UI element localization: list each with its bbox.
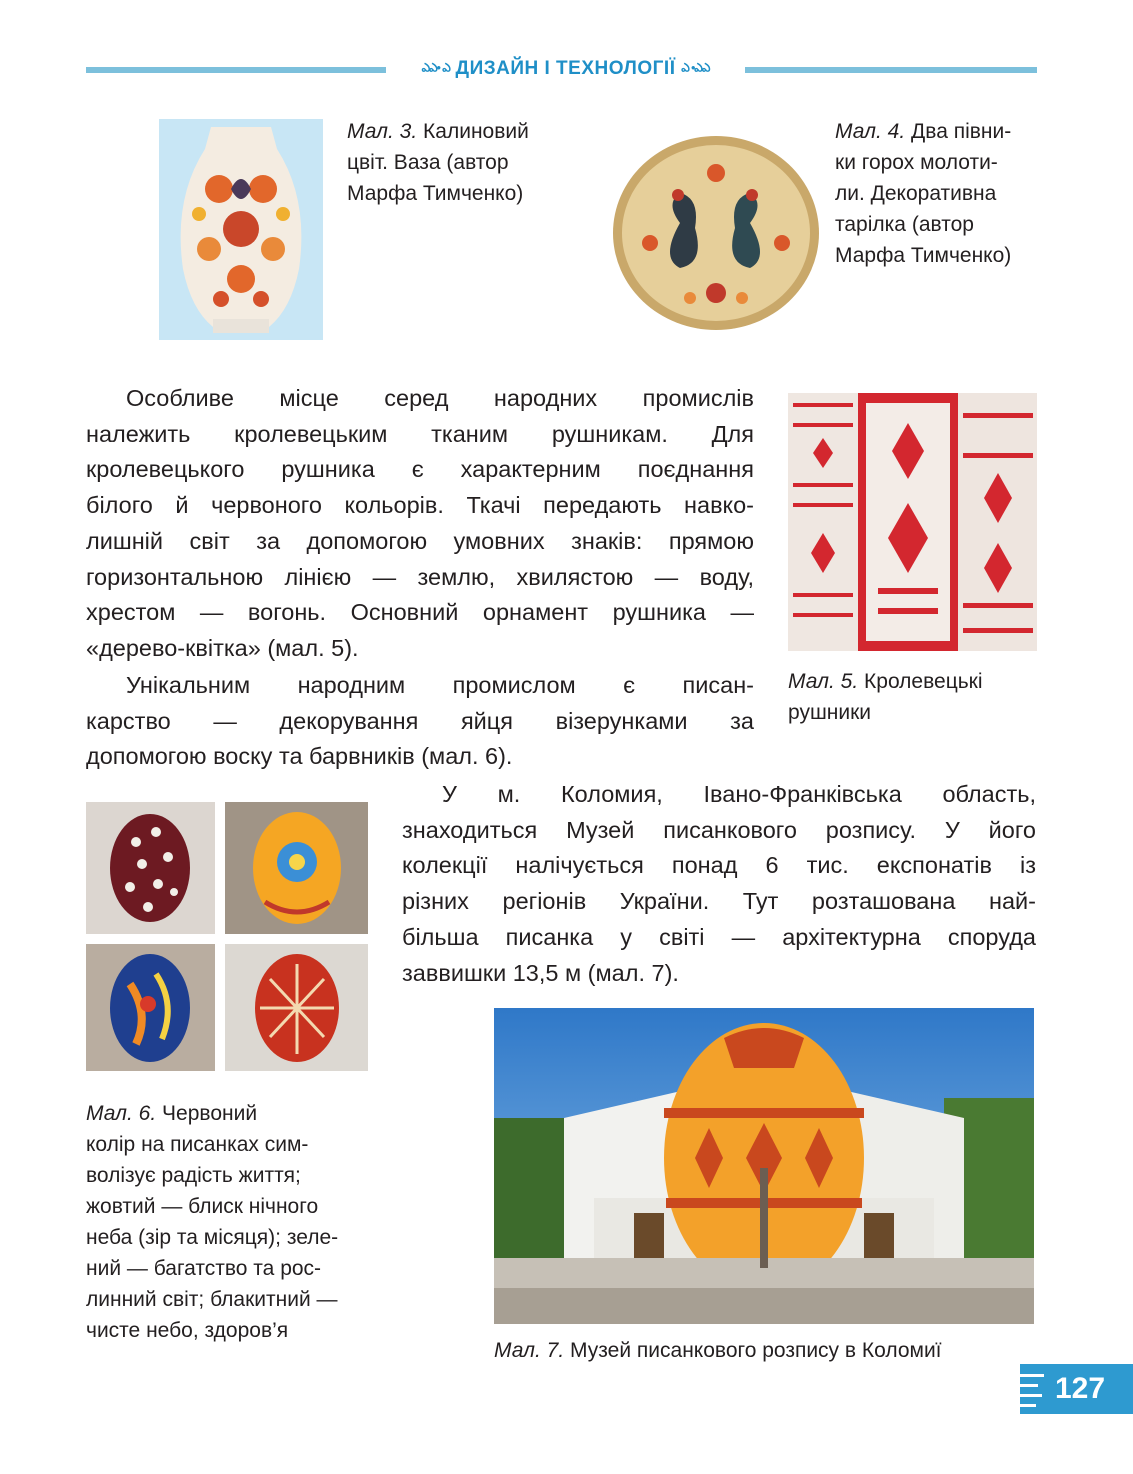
tab-stripe [1020,1394,1042,1397]
egg-photo-blue-patterned [86,944,215,1071]
caption-line: колір на писанках сим- [86,1133,309,1156]
text-line: «дерево-квітка» (мал. 5). [86,634,359,661]
caption-line: Марфа Тимченко) [835,244,1012,267]
caption-line: Кролевецькі [864,670,983,693]
figure-7-caption [494,1335,1054,1366]
figure-5-label: Мал. 5. [788,670,859,693]
figure-7-label: Мал. 7. [494,1339,565,1362]
text-line: різних регіонів України. Тут розташована най- [402,888,1036,915]
text-line: Унікальним народним промислом є писан- [126,672,754,698]
caption-line: Калиновий [423,120,529,143]
figure-6-caption [86,1098,386,1346]
header-rule-right [745,67,1037,73]
text-line: колекції налічується понад 6 тис. експонатів із [402,852,1036,879]
decorative-plate-image [610,133,822,333]
paragraph-towels [86,381,754,667]
text-line: кролевецького рушника є характерним поєднання [86,456,754,483]
caption-line: ний — багатство та рос- [86,1257,322,1280]
towels-image [788,393,1037,651]
figure-3-caption [347,116,577,209]
caption-line: неба (зір та місяця); зеле- [86,1226,339,1249]
page-number: 127 [1054,1372,1106,1405]
vase-image [159,119,323,340]
caption-text: Музей писанкового розпису в Коломиї [570,1339,942,1362]
paragraph-pysanka [86,668,754,775]
caption-line: Два півни- [911,120,1012,143]
figure-4-caption [835,116,1055,271]
caption-line: линний світ; блакитний — [86,1288,338,1311]
caption-line: волізує радість життя; [86,1164,301,1187]
text-line: білого й червоного кольорів. Ткачі передають навко- [86,492,754,519]
caption-line: жовтий — блиск нічного [86,1195,319,1218]
header-ornament-left-icon: ఎఎ• ఎ [421,60,450,75]
figure-6-label: Мал. 6. [86,1102,157,1125]
figure-4-label: Мал. 4. [835,120,906,143]
header-rule-left [86,67,386,73]
text-line: більша писанка у світі — архітектурна споруда [402,923,1036,950]
text-line: горизонтальною лінією — землю, хвилястою — воду, [86,563,754,590]
egg-photo-red-star [225,944,368,1071]
text-line: хрестом — вогонь. Основний орнамент рушника — [86,599,754,626]
caption-line: Марфа Тимченко) [347,182,524,205]
header-ornament-right-icon: ఎ •ఎఎ [681,60,710,75]
tab-stripe [1020,1404,1036,1407]
caption-line: чисте небо, здоров’я [86,1319,289,1342]
caption-line: тарілка (автор [835,213,974,236]
text-line: знаходиться Музей писанкового розпису. У його [402,816,1036,843]
text-line: Особливе місце серед народних промислів [126,385,754,411]
figure-5-caption [788,666,1048,728]
text-line: У м. Коломия, Івано-Франківська область, [442,781,1036,807]
text-line: карство — декорування яйця візерунками за [86,707,754,734]
caption-line: цвіт. Ваза (автор [347,151,509,174]
figure-3-label: Мал. 3. [347,120,418,143]
tab-stripe [1020,1384,1038,1387]
header-title: ДИЗАЙН І ТЕХНОЛОГІЇ [455,58,676,79]
caption-line: Червоний [162,1102,258,1125]
caption-line: ки горох молоти- [835,151,998,174]
caption-line: ли. Декоративна [835,182,997,205]
text-line: лишній світ за допомогою умовних знаків: прямою [86,527,754,554]
paragraph-kolomyia-museum [402,777,1036,991]
egg-photo-dark-red [86,802,215,934]
running-header [386,58,745,80]
pysanka-museum-photo [494,1008,1034,1324]
text-line: заввишки 13,5 м (мал. 7). [402,959,679,986]
text-line: належить кролевецьким тканим рушникам. Для [86,420,754,447]
egg-photo-yellow [225,802,368,934]
text-line: допомогою воску та барвників (мал. 6). [86,743,513,770]
caption-line: рушники [788,701,872,724]
